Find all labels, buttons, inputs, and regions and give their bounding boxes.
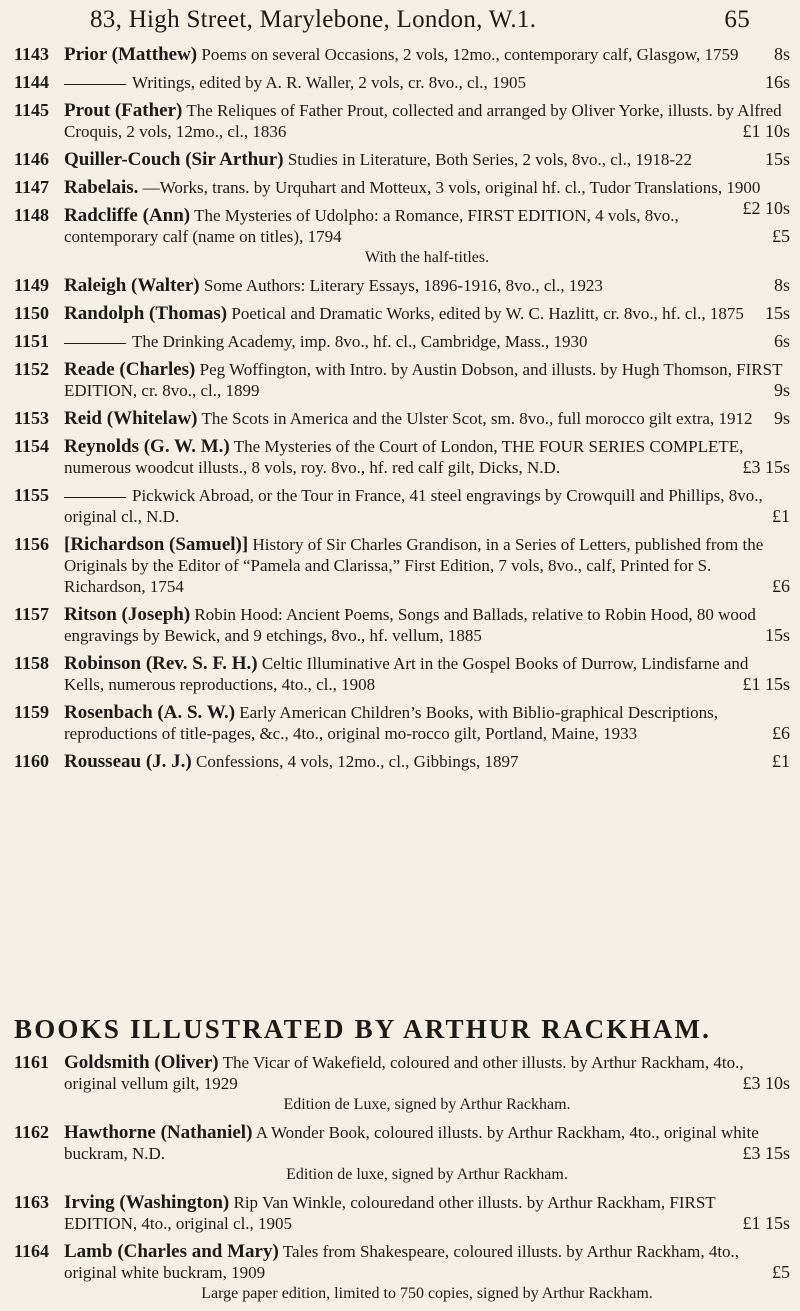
author: Radcliffe (Ann) xyxy=(64,205,191,226)
price: 15s xyxy=(764,625,790,645)
lot-number: 1147 xyxy=(14,177,50,197)
entry-body xyxy=(64,275,790,296)
price: £1 xyxy=(772,506,790,526)
entry-description: The Drinking Academy, imp. 8vo., hf. cl., Cambridge, Mass., 1930 xyxy=(132,332,588,351)
entry-description: Rip Van Winkle, colouredand other illusts. by Arthur Rackham, FIRST EDITION, 4to., original cl., 1905 xyxy=(64,1193,716,1233)
entry-note: Edition de luxe, signed by Arthur Rackham. xyxy=(286,1166,568,1183)
lot-number: 1143 xyxy=(14,44,50,64)
price: £1 15s xyxy=(742,674,790,694)
catalogue-entry xyxy=(14,100,790,142)
price: £3 15s xyxy=(742,457,790,477)
lot-number: 1148 xyxy=(14,205,50,225)
entry-body xyxy=(64,751,790,772)
author: [Richardson (Samuel)] xyxy=(64,534,249,555)
author: Ritson (Joseph) xyxy=(64,604,191,625)
entry-body xyxy=(64,534,790,597)
author: Reade (Charles) xyxy=(64,359,196,380)
entry-description: Poetical and Dramatic Works, edited by W. C. Hazlitt, cr. 8vo., hf. cl., 1875 xyxy=(231,304,744,323)
price: £1 xyxy=(772,751,790,771)
lot-number: 1155 xyxy=(14,485,50,505)
lot-number: 1157 xyxy=(14,604,50,624)
catalogue-entry xyxy=(14,44,790,65)
entry-description: The Vicar of Wakefield, coloured and other illusts. by Arthur Rackham, 4to., original vellum gilt, 1929 xyxy=(64,1053,744,1093)
lot-number: 1151 xyxy=(14,331,50,351)
catalogue-entry xyxy=(14,1192,790,1234)
lot-number: 1161 xyxy=(14,1052,50,1072)
catalogue-entry xyxy=(14,604,790,646)
entry-description: History of Sir Charles Grandison, in a Series of Letters, published from the Originals by the Editor of “Pamela and Clarissa,” First Edition, 7 vols, 8vo., calf, Printed for S. Richardson, 1754 xyxy=(64,535,764,596)
lot-number: 1159 xyxy=(14,702,50,722)
catalogue-entry xyxy=(14,1241,790,1304)
author: Reynolds (G. W. M.) xyxy=(64,436,230,457)
lot-number: 1152 xyxy=(14,359,50,379)
entry-description: Robin Hood: Ancient Poems, Songs and Ballads, relative to Robin Hood, 80 wood engravings by Bewick, and 9 etchings, 8vo., hf. vellum, 1885 xyxy=(64,605,756,645)
entry-description: The Mysteries of the Court of London, THE FOUR SERIES COMPLETE, numerous woodcut illusts., 8 vols, roy. 8vo., hf. red calf gilt, Dicks, N.D. xyxy=(64,437,744,477)
entry-note: Large paper edition, limited to 750 copies, signed by Arthur Rackham. xyxy=(201,1285,653,1302)
entry-description: Studies in Literature, Both Series, 2 vols, 8vo., cl., 1918-22 xyxy=(287,150,692,169)
ditto-dash xyxy=(64,343,126,344)
catalogue-entry xyxy=(14,702,790,744)
catalogue-entry xyxy=(14,205,790,268)
entry-body xyxy=(64,436,790,478)
lot-number: 1150 xyxy=(14,303,50,323)
entry-body xyxy=(64,303,790,324)
lot-number: 1153 xyxy=(14,408,50,428)
lot-number: 1164 xyxy=(14,1241,50,1261)
entry-body xyxy=(64,702,790,744)
price: 9s xyxy=(773,380,790,400)
entry-description: The Reliques of Father Prout, collected and arranged by Oliver Yorke, illusts. by Alfred Croquis, 2 vols, 12mo., cl., 1836 xyxy=(64,101,782,141)
entry-description: Poems on several Occasions, 2 vols, 12mo., contemporary calf, Glasgow, 1759 xyxy=(201,45,739,64)
entry-body xyxy=(64,359,790,401)
entry-body xyxy=(64,653,790,695)
entry-note: With the half-titles. xyxy=(364,249,490,266)
catalogue-entry xyxy=(14,359,790,401)
ditto-dash xyxy=(64,497,126,498)
price: £5 xyxy=(772,226,790,246)
lot-number: 1162 xyxy=(14,1122,50,1142)
lot-number: 1144 xyxy=(14,72,50,92)
entry-body xyxy=(64,485,790,527)
price: £6 xyxy=(772,723,790,743)
entry-description: Celtic Illuminative Art in the Gospel Books of Durrow, Lindisfarne and Kells, numerous reproductions, 4to., cl., 1908 xyxy=(64,654,749,694)
catalogue-entry xyxy=(14,1052,790,1115)
rackham-entries xyxy=(14,1052,790,1311)
catalogue-entry xyxy=(14,1122,790,1185)
entry-body xyxy=(64,408,790,429)
author: Quiller-Couch (Sir Arthur) xyxy=(64,149,284,170)
author: Prior (Matthew) xyxy=(64,44,198,65)
price: £1 10s xyxy=(742,121,790,141)
lot-number: 1149 xyxy=(14,275,50,295)
entry-body xyxy=(64,1052,790,1094)
entry-description: Peg Woffington, with Intro. by Austin Dobson, and illusts. by Hugh Thomson, FIRST EDITION, cr. 8vo., cl., 1899 xyxy=(64,360,783,400)
catalogue-entry xyxy=(14,485,790,527)
price: £2 10s xyxy=(742,198,790,218)
lot-number: 1145 xyxy=(14,100,50,120)
author: Robinson (Rev. S. F. H.) xyxy=(64,653,258,674)
entry-description: Early American Children’s Books, with Biblio-graphical Descriptions, reproductions of title-pages, &c., 4to., original mo-rocco gilt, Portland, Maine, 1933 xyxy=(64,703,719,743)
author: Irving (Washington) xyxy=(64,1192,230,1213)
author: Raleigh (Walter) xyxy=(64,275,200,296)
section-heading: BOOKS ILLUSTRATED BY ARTHUR RACKHAM. xyxy=(14,1014,712,1044)
catalogue-entry xyxy=(14,149,790,170)
entry-body xyxy=(64,205,790,247)
entry-description: —Works, trans. by Urquhart and Motteux, 3 vols, original hf. cl., Tudor Translations, 1900 xyxy=(142,178,761,197)
lot-number: 1156 xyxy=(14,534,50,554)
author: Lamb (Charles and Mary) xyxy=(64,1241,279,1262)
author: Rabelais. xyxy=(64,177,139,198)
author: Reid (Whitelaw) xyxy=(64,408,198,429)
catalogue-entry xyxy=(14,331,790,352)
author: Randolph (Thomas) xyxy=(64,303,228,324)
catalogue-entries xyxy=(14,44,790,779)
price: 15s xyxy=(764,149,790,169)
catalogue-entry xyxy=(14,408,790,429)
entry-body xyxy=(64,331,790,352)
catalogue-entry xyxy=(14,751,790,772)
catalogue-entry xyxy=(14,275,790,296)
price: £3 10s xyxy=(742,1073,790,1093)
catalogue-entry xyxy=(14,436,790,478)
entry-description: A Wonder Book, coloured illusts. by Arthur Rackham, 4to., original white buckram, N.D. xyxy=(64,1123,759,1163)
entry-description: Writings, edited by A. R. Waller, 2 vols, cr. 8vo., cl., 1905 xyxy=(132,73,527,92)
author: Rousseau (J. J.) xyxy=(64,751,192,772)
author: Prout (Father) xyxy=(64,100,183,121)
entry-body xyxy=(64,1122,790,1164)
price: £6 xyxy=(772,576,790,596)
price: 16s xyxy=(764,72,790,92)
entry-body xyxy=(64,1192,790,1234)
catalogue-entry xyxy=(14,534,790,597)
entry-description: Pickwick Abroad, or the Tour in France, 41 steel engravings by Crowquill and Phillips, 8vo., original cl., N.D. xyxy=(64,486,763,526)
page-number: 65 xyxy=(724,6,750,33)
author: Hawthorne (Nathaniel) xyxy=(64,1122,253,1143)
catalogue-entry xyxy=(14,72,790,93)
price: 8s xyxy=(773,275,790,295)
entry-description: Confessions, 4 vols, 12mo., cl., Gibbings, 1897 xyxy=(195,752,519,771)
entry-note: Edition de Luxe, signed by Arthur Rackham. xyxy=(283,1096,571,1113)
lot-number: 1154 xyxy=(14,436,50,456)
price: £5 xyxy=(772,1262,790,1282)
entry-body xyxy=(64,149,790,170)
price: 6s xyxy=(773,331,790,351)
catalogue-entry xyxy=(14,303,790,324)
entry-description: The Mysteries of Udolpho: a Romance, FIRST EDITION, 4 vols, 8vo., contemporary calf (name on titles), 1794 xyxy=(64,206,679,246)
lot-number: 1158 xyxy=(14,653,50,673)
entry-body xyxy=(64,1241,790,1283)
entry-body xyxy=(64,604,790,646)
catalogue-entry xyxy=(14,653,790,695)
price: £1 15s xyxy=(742,1213,790,1233)
entry-body xyxy=(64,44,790,65)
entry-description: Some Authors: Literary Essays, 1896-1916, 8vo., cl., 1923 xyxy=(203,276,603,295)
header-address: 83, High Street, Marylebone, London, W.1. xyxy=(90,6,537,33)
entry-body xyxy=(64,72,790,93)
lot-number: 1146 xyxy=(14,149,50,169)
author: Rosenbach (A. S. W.) xyxy=(64,702,236,723)
price: 15s xyxy=(764,303,790,323)
price: 9s xyxy=(773,408,790,428)
ditto-dash xyxy=(64,84,126,85)
lot-number: 1163 xyxy=(14,1192,50,1212)
price: 8s xyxy=(773,44,790,64)
lot-number: 1160 xyxy=(14,751,50,771)
author: Goldsmith (Oliver) xyxy=(64,1052,219,1073)
entry-body xyxy=(64,100,790,142)
entry-description: Tales from Shakespeare, coloured illusts. by Arthur Rackham, 4to., original white buckram, 1909 xyxy=(64,1242,740,1282)
entry-description: The Scots in America and the Ulster Scot, sm. 8vo., full morocco gilt extra, 1912 xyxy=(201,409,753,428)
price: £3 15s xyxy=(742,1143,790,1163)
